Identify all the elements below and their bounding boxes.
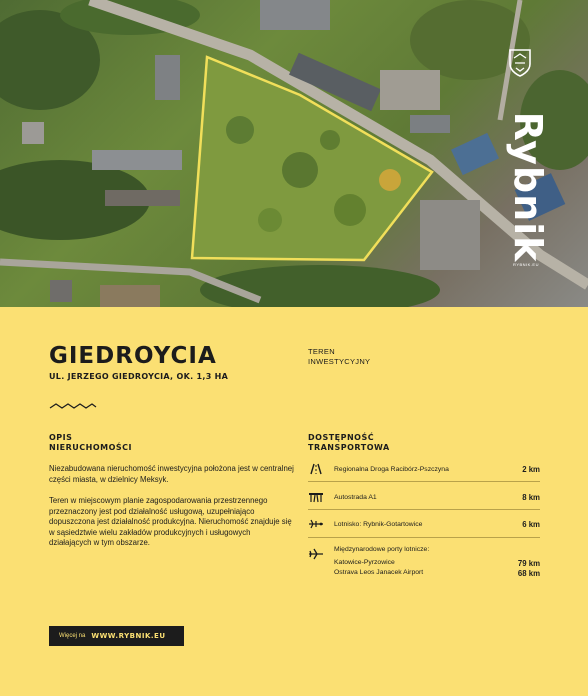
property-type-line: INWESTYCYJNY bbox=[308, 357, 371, 366]
airplane-icon bbox=[308, 548, 324, 560]
transport-distance: 6 km bbox=[522, 519, 540, 529]
brand-wordmark: Rybnik bbox=[506, 111, 550, 263]
heading-line: NIERUCHOMOŚCI bbox=[49, 443, 133, 452]
road-icon bbox=[308, 463, 324, 475]
international-airports bbox=[308, 546, 540, 582]
airport-name: Ostrava Leos Janacek Airport bbox=[334, 569, 424, 576]
airport-row bbox=[334, 559, 540, 568]
transport-heading bbox=[308, 433, 390, 453]
highway-icon bbox=[308, 491, 324, 503]
airport-name: Katowice-Pyrzowice bbox=[334, 559, 395, 566]
description-heading bbox=[49, 433, 132, 453]
aerial-photo bbox=[0, 0, 588, 307]
divider bbox=[308, 509, 540, 510]
website-url[interactable]: WWW.RYBNIK.EU bbox=[91, 632, 166, 640]
heading-line: OPIS bbox=[49, 433, 73, 442]
international-heading: Międzynarodowe porty lotnicze: bbox=[334, 546, 430, 553]
transport-label: Regionalna Droga Racibórz-Pszczyna bbox=[334, 465, 449, 473]
airport-row bbox=[334, 569, 540, 578]
page-subtitle: UL. JERZEGO GIEDROYCIA, OK. 1,3 HA bbox=[49, 372, 229, 381]
divider bbox=[308, 481, 540, 482]
transport-distance: 8 km bbox=[522, 492, 540, 502]
page-title: GIEDROYCIA bbox=[49, 343, 217, 369]
divider bbox=[308, 537, 540, 538]
airport-distance: 68 km bbox=[517, 569, 540, 578]
airport-distance: 79 km bbox=[517, 559, 540, 568]
description-paragraph: Teren w miejscowym planie zagospodarowania przestrzennego przeznaczony jest pod działalność usługową, uzupełniająco dopuszczona jest działalność produkcyjna. Nieruchomość znajduje się w sąsiedztwie wielu zakładów produkcyjnych i usługowych działających w tym obszarze. bbox=[49, 496, 292, 547]
property-type-line: TEREN bbox=[308, 347, 335, 356]
transport-distance: 2 km bbox=[522, 464, 540, 474]
transport-label: Autostrada A1 bbox=[334, 493, 377, 501]
rybnik-logo bbox=[506, 48, 550, 274]
city-crest-icon bbox=[508, 48, 532, 78]
property-type bbox=[308, 347, 370, 367]
heading-line: TRANSPORTOWA bbox=[308, 443, 390, 452]
website-link[interactable] bbox=[49, 626, 184, 646]
small-plane-icon bbox=[308, 518, 324, 530]
transport-item bbox=[308, 518, 540, 530]
description-paragraph: Niezabudowana nieruchomość inwestycyjna położona jest w centralnej części miasta, w dzielnicy Meksyk. bbox=[49, 464, 294, 484]
brand-url: RYBNIK.EU bbox=[513, 262, 539, 267]
transport-item bbox=[308, 463, 540, 475]
wave-divider-icon bbox=[49, 402, 97, 410]
aerial-map-graphic bbox=[0, 0, 588, 307]
transport-item bbox=[308, 491, 540, 503]
website-prefix: Więcej na bbox=[59, 633, 86, 639]
heading-line: DOSTĘPNOŚĆ bbox=[308, 433, 375, 442]
transport-label: Lotnisko: Rybnik-Gotartowice bbox=[334, 520, 423, 528]
